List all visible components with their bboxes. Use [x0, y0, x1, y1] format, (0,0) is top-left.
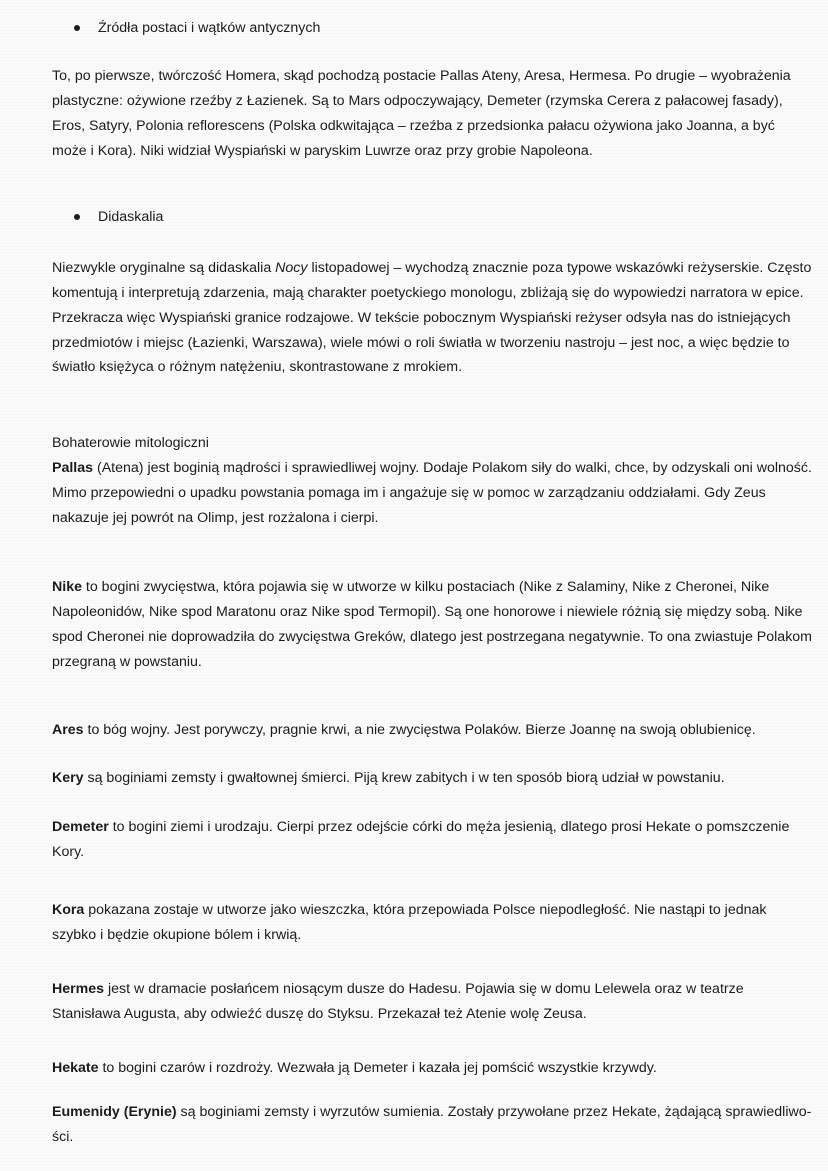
- hero-nike: [52, 575, 812, 674]
- hero-name: Hermes: [52, 981, 105, 997]
- hero-name: Pallas: [52, 460, 94, 476]
- bullet-didaskalia: [74, 208, 163, 226]
- hero-name: Demeter: [52, 819, 109, 835]
- hero-pallas: [52, 456, 812, 531]
- hero-name: Eumenidy (Erynie): [52, 1104, 177, 1120]
- hero-name: Hekate: [52, 1060, 99, 1076]
- bullet-dot-icon: [74, 25, 80, 31]
- bullet-sources: [74, 19, 320, 37]
- didaskalia-title-italic: Nocy: [275, 260, 308, 276]
- hero-description: jest w dramacie posłańcem niosącym dusze do Hadesu. Pojawia się w domu Lelewela oraz w teatrze Stanisława Augusta, aby odwieźć duszę do Styksu. Przekazał też Atenie wolę Zeusa.: [52, 981, 744, 1022]
- hero-kora: [52, 898, 812, 948]
- hero-description: to bóg wojny. Jest porywczy, pragnie krwi, a nie zwycięstwa Polaków. Bierze Joannę na swoją oblubienicę.: [83, 722, 756, 738]
- didaskalia-text-after: listopadowej – wychodzą znacznie poza typowe wskazówki reżyserskie. Często komentują i interpretują zdarzenia, mają charakter poetyckiego monologu, zbliżają się do wypowiedzi narratora w epice. Przekracza więc Wyspiański granice rodzajowe. W tekście pobocznym Wyspiański reżyser odsyła nas do istniejących przedmiotów i miejsc (Łazienki, Warszawa), wiele mówi o roli światła w tworzeniu nastroju – jest noc, a więc będzie to światło księżyca o różnym natężeniu, skontrastowane z mrokiem.: [52, 260, 812, 376]
- hero-description: są boginiami zemsty i gwałtownej śmierci. Piją krew zabitych i w ten sposób biorą udział w powstaniu.: [83, 770, 725, 786]
- hero-kery: [52, 766, 812, 791]
- hero-name: Kora: [52, 902, 85, 918]
- didaskalia-text-before: Niezwykle oryginalne są didaskalia: [52, 260, 276, 276]
- hero-description: to bogini zwycięstwa, która pojawia się w utworze w kilku postaciach (Nike z Salaminy, Nike z Cheronei, Nike Napoleonidów, Nike spod Maratonu oraz Nike spod Termopil). Są one honorowe i niewiele różnią się między sobą. Nike spod Cheronei nie doprowadziła do zwycięstwa Greków, dlatego jest postrzegana negatywnie. To ona zwiastuje Polakom przegraną w powstaniu.: [52, 579, 812, 670]
- bullet-dot-icon: [74, 214, 80, 220]
- heroes-heading: Bohaterowie mitologiczni: [52, 435, 209, 451]
- hero-name: Nike: [52, 579, 82, 595]
- hero-description: to bogini czarów i rozdroży. Wezwała ją Demeter i kazała jej pomścić wszystkie krzywdy.: [98, 1060, 657, 1076]
- paragraph-sources: To, po pierwsze, twórczość Homera, skąd pochodzą postacie Pallas Ateny, Aresa, Hermesa. Po drugie – wyobrażenia plastyczne: ożywione rzeźby z Łazienek. Są to Mars odpoczywający, Demeter (rzymska Cerera z pałacowej fasady), Eros, Satyry, Polonia reflorescens (Polska odkwitająca – rzeźba z przedsionka pałacu ożywiona jako Joanna, a być może i Kora). Niki widział Wyspiański w paryskim Luwrze oraz przy grobie Napoleona.: [52, 68, 791, 159]
- hero-eumenidy: [52, 1100, 812, 1150]
- hero-hermes: [52, 977, 812, 1027]
- hero-description: to bogini ziemi i urodzaju. Cierpi przez odejście córki do męża jesienią, dlatego prosi Hekate o pomszczenie Kory.: [52, 819, 790, 860]
- hero-ares: [52, 718, 812, 743]
- hero-name: Ares: [52, 722, 84, 738]
- bullet-didaskalia-label: Didaskalia: [98, 209, 164, 225]
- hero-description: (Atena) jest boginią mądrości i sprawiedliwej wojny. Dodaje Polakom siły do walki, chce, by odzyskali oni wolność. Mimo przepowiedni o upadku powstania pomaga im i angażuje się w pomoc w zarządzaniu oddziałami. Gdy Zeus nakazuje jej powrót na Olimp, jest rozżalona i cierpi.: [52, 460, 812, 526]
- hero-description: są boginiami zemsty i wyrzutów sumienia. Zostały przywołane przez Hekate, żądającą sprawiedliwo- ści.: [52, 1104, 812, 1145]
- paragraph-didaskalia: [52, 256, 812, 380]
- bullet-sources-label: Źródła postaci i wątków antycznych: [98, 20, 321, 36]
- hero-name: Kery: [52, 770, 84, 786]
- hero-description: pokazana zostaje w utworze jako wieszczka, która przepowiada Polsce niepodległość. Nie nastąpi to jednak szybko i będzie okupione bólem i krwią.: [52, 902, 767, 943]
- hero-demeter: [52, 815, 812, 865]
- hero-hekate: [52, 1056, 812, 1081]
